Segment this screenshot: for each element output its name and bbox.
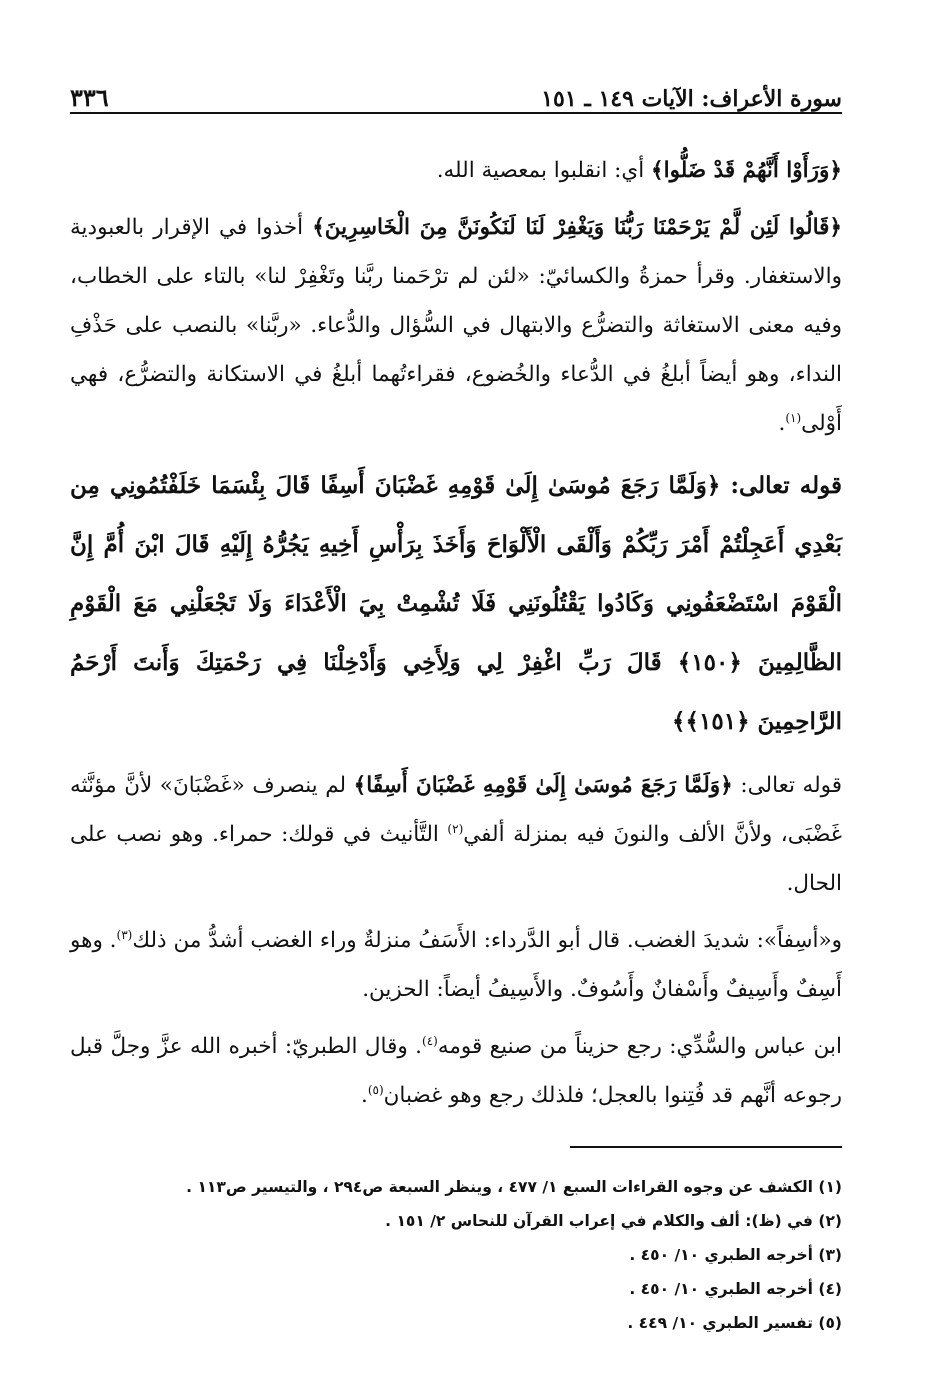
page-number: ٣٣٦ <box>70 83 109 112</box>
paragraph-text: أي: انقلبوا بمعصية الله. <box>436 158 652 183</box>
commentary-tail: . وهو أَسِفٌ وأَسِيفٌ وأَسْفانٌ وأَسُوفٌ. والأَسِيفُ أيضاً: الحزين. <box>70 928 842 1002</box>
commentary-lead: و«أسِفاً» <box>763 928 842 953</box>
footnote-1: (١) الكشف عن وجوه القراءات السبع ١/ ٤٧٧ ، وينظر السبعة ص٢٩٤ ، والتيسير ص١١٣ . <box>186 1178 842 1196</box>
page-header <box>70 70 842 114</box>
commentary-lead: قوله تعالى: <box>732 773 842 798</box>
footnote-3: (٣) أخرجه الطبري ١٠/ ٤٥٠ . <box>629 1246 842 1264</box>
commentary-2 <box>70 916 842 1014</box>
commentary-text: ابن عباس والسُّدِّي: رجع حزيناً من صنيع قومه <box>437 1034 842 1059</box>
footnote-ref: (١) <box>785 410 802 425</box>
footnotes <box>70 1170 842 1340</box>
footnote-divider <box>570 1146 842 1148</box>
surah-title: سورة الأعراف: الآيات ١٤٩ ـ ١٥١ <box>541 86 842 112</box>
footnote-4: (٤) أخرجه الطبري ١٠/ ٤٥٠ . <box>629 1280 842 1298</box>
footnote-ref: (٢) <box>447 821 464 836</box>
commentary-1 <box>70 761 842 908</box>
verses-lead: قوله تعالى: <box>720 472 842 499</box>
quran-quote: ﴿وَلَمَّا رَجَعَ مُوسَىٰ إِلَىٰ قَوْمِهِ غَضْبَانَ أَسِفًا﴾ <box>353 773 733 798</box>
paragraph-2 <box>70 203 842 448</box>
commentary-tail: . <box>360 1083 368 1108</box>
commentary-tail: التَّأنيث في قولك: حمراء. وهو نصب على الحال. <box>70 822 842 896</box>
commentary-3 <box>70 1022 842 1120</box>
commentary-text: : شديدَ الغضب. قال أبو الدَّرداء: الأَسَفُ منزلةٌ وراء الغضب أشدُّ من ذلك <box>132 928 764 953</box>
paragraph-1 <box>70 146 842 195</box>
footnote-ref: (٣) <box>116 927 133 942</box>
footnote-2: (٢) في (ظ): ألف والكلام في إعراب القرآن للنحاس ٢/ ١٥١ . <box>385 1212 842 1230</box>
paragraph-tail: . <box>778 411 786 436</box>
commentary-tail: . وقال الطبريّ: أخبره الله عزَّ وجلَّ قبل رجوعه أنَّهم قد فُتِنوا بالعجل؛ فلذلك رجع وهو غضبان <box>70 1034 842 1108</box>
page-body <box>70 146 842 1120</box>
quran-quote: ﴿وَرَأَوْا أَنَّهُمْ قَدْ ضَلُّوا﴾ <box>651 158 842 183</box>
commentary-text: لم ينصرف «غَضْبَانَ» لأنَّ مؤنَّثه غَضْبَى، ولأنَّ الألف والنونَ فيه بمنزلة ألفي <box>70 773 842 847</box>
footnote-ref: (٥) <box>367 1082 384 1097</box>
paragraph-text: أخذوا في الإقرار بالعبودية والاستغفار. وقرأ حمزةُ والكسائيّ: «لئن لم ترْحَمنا ربَّنا وتَغْفِرْ لنا» بالتاء على الخطاب، وفيه معنى الاستغاثة والتضرُّع والابتهال في السُّؤال والدُّعاء. «ربَّنا» بالنصب على حَذْفِ النداء، وهو أيضاً أبلغُ في الدُّعاء والخُضوع، فقراءتُهما أبلغُ في الاستكانة والتضرُّع، فهي أَوْلى <box>70 215 842 436</box>
verses-text: ﴿وَلَمَّا رَجَعَ مُوسَىٰ إِلَىٰ قَوْمِهِ غَضْبَانَ أَسِفًا قَالَ بِئْسَمَا خَلَفْتُمُونِي مِن بَعْدِي أَعَجِلْتُمْ أَمْرَ رَبِّكُمْ وَأَلْقَى الْأَلْوَاحَ وَأَخَذَ بِرَأْسِ أَخِيهِ يَجُرُّهُ إِلَيْهِ قَالَ ابْنَ أُمَّ إِنَّ الْقَوْمَ اسْتَضْعَفُونِي وَكَادُوا يَقْتُلُونَنِي فَلَا تُشْمِتْ بِيَ الْأَعْدَاءَ وَلَا تَجْعَلْنِي مَعَ الْقَوْمِ الظَّالِمِينَ ﴿١٥٠﴾ قَالَ رَبِّ اغْفِرْ لِي وَلِأَخِي وَأَدْخِلْنَا فِي رَحْمَتِكَ وَأَنتَ أَرْحَمُ الرَّاحِمِينَ ﴿١٥١﴾﴾ <box>70 472 842 735</box>
quran-quote: ﴿قَالُوا لَئِن لَّمْ يَرْحَمْنَا رَبُّنَا وَيَغْفِرْ لَنَا لَنَكُونَنَّ مِنَ الْخَاسِرِينَ﴾ <box>312 215 842 240</box>
footnote-ref: (٤) <box>422 1033 438 1048</box>
footnote-5: (٥) تفسير الطبري ١٠/ ٤٤٩ . <box>627 1314 842 1332</box>
verses-block <box>70 456 842 751</box>
